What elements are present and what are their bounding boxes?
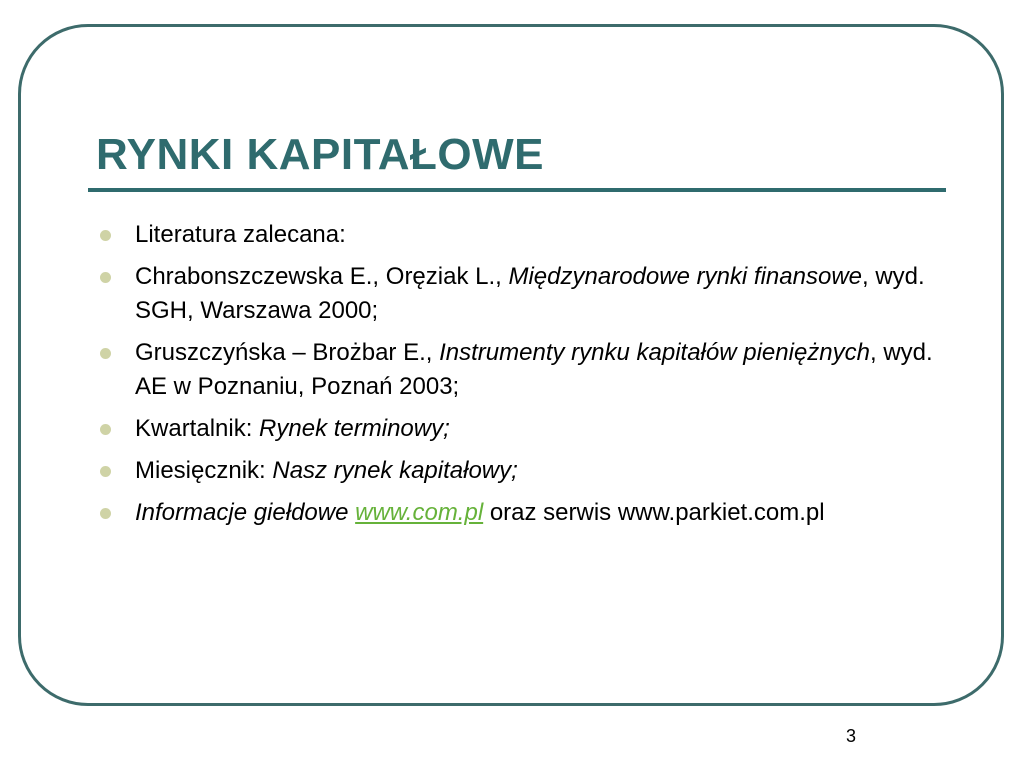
bullet-author: Chrabonszczewska E., Oręziak L.,	[135, 263, 509, 290]
www-com-pl-link[interactable]: www.com.pl	[355, 499, 484, 526]
bullet-label: Miesięcznik:	[135, 457, 273, 484]
bullet-item-stock-info	[96, 496, 946, 530]
bullet-publisher: , wyd. AE w Poznaniu, Poznań 2003;	[135, 339, 933, 400]
bullet-item-monthly	[96, 454, 946, 488]
page-number: 3	[846, 726, 857, 746]
bullet-label: Kwartalnik:	[135, 415, 260, 442]
bullet-item-chrabonszczewska	[96, 260, 946, 328]
bullet-text: Literatura zalecana:	[135, 221, 346, 248]
slide-title: RYNKI KAPITAŁOWE	[96, 130, 544, 179]
bullet-info-title: Informacje giełdowe	[135, 499, 356, 526]
bullet-dot-icon	[100, 348, 111, 359]
bullet-dot-icon	[100, 424, 111, 435]
bullet-item-quarterly	[96, 412, 946, 446]
bullet-dot-icon	[100, 508, 111, 519]
bullet-list	[96, 218, 946, 538]
bullet-author: Gruszczyńska – Brożbar E.,	[135, 339, 440, 366]
bullet-publisher: , wyd. SGH, Warszawa 2000;	[135, 263, 925, 324]
bullet-book-title: Instrumenty rynku kapitałów pieniężnych	[439, 339, 870, 366]
bullet-book-title: Międzynarodowe rynki finansowe	[508, 263, 862, 290]
bullet-dot-icon	[100, 272, 111, 283]
bullet-journal-title: Nasz rynek kapitałowy;	[272, 457, 518, 484]
bullet-dot-icon	[100, 230, 111, 241]
bullet-journal-title: Rynek terminowy;	[259, 415, 450, 442]
bullet-service-text: oraz serwis www.parkiet.com.pl	[483, 499, 825, 526]
bullet-dot-icon	[100, 466, 111, 477]
title-divider	[88, 188, 946, 192]
bullet-item-literature	[96, 218, 946, 252]
bullet-item-gruszczynska	[96, 336, 946, 404]
